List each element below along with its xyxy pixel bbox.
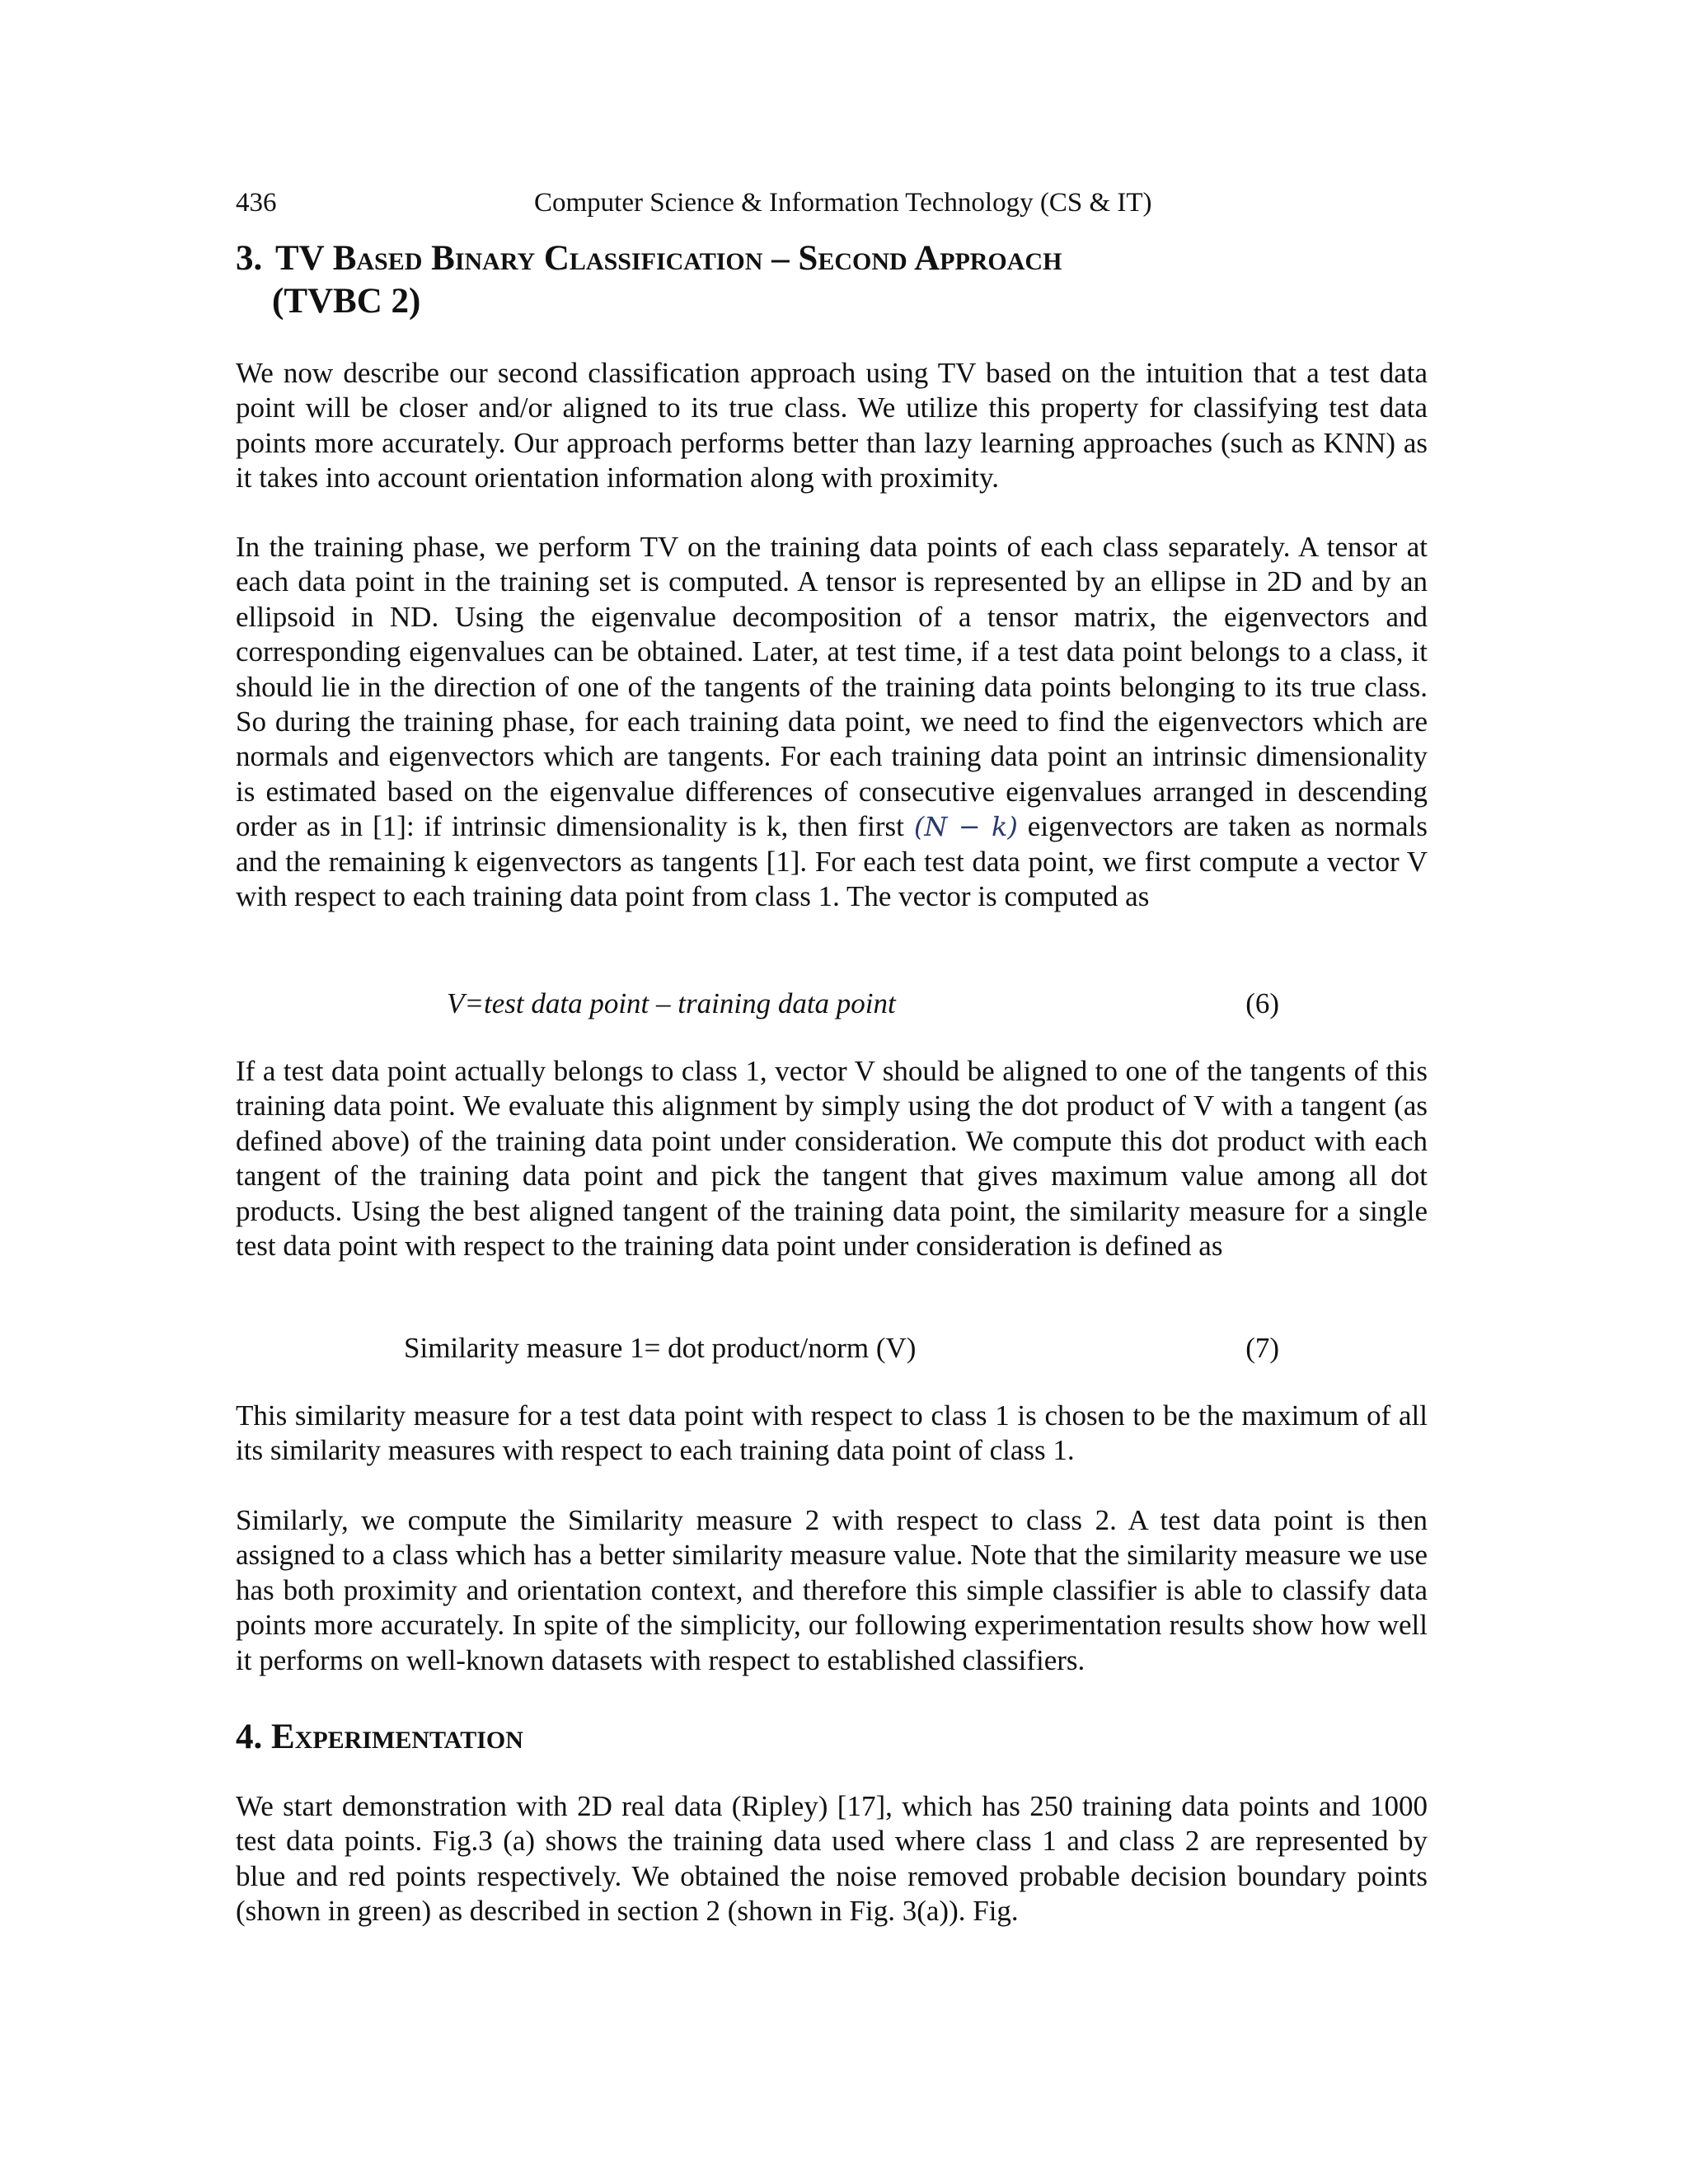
running-header bbox=[236, 185, 1428, 221]
section-3-title-line2: (TVBC 2) bbox=[272, 282, 421, 321]
equation-7-number: (7) bbox=[1245, 1332, 1279, 1364]
journal-name: Computer Science & Information Technology (CS & IT) bbox=[534, 188, 1152, 218]
section-3-title-line1: TV Based Binary Classification – Second Approach bbox=[275, 239, 1062, 278]
paragraph-similarity-class1: This similarity measure for a test data point with respect to class 1 is chosen to be the maximum of all its similarity measures with respect to each training data point of class 1. bbox=[236, 1399, 1428, 1467]
section-4-number: 4. bbox=[236, 1718, 263, 1756]
section-4-heading bbox=[236, 1716, 1390, 1759]
section-4-title: Experimentation bbox=[271, 1718, 523, 1756]
paragraph-training-phase bbox=[236, 530, 1428, 914]
equation-6-expression: V=test data point – training data point bbox=[447, 987, 896, 1019]
page-number: 436 bbox=[236, 188, 277, 218]
paragraph-similarity-class2: Similarly, we compute the Similarity measure 2 with respect to class 2. A test data point is then assigned to a class which has a better similarity measure value. Note that the similarity measure we use has both proximity and orientation context, and therefore this simple classifier is able to classify data points more accurately. In spite of the simplicity, our following experimentation results show how well it performs on well-known datasets with respect to established classifiers. bbox=[236, 1504, 1428, 1676]
equation-6-number: (6) bbox=[1245, 987, 1279, 1019]
paragraph-training-phase-text-a: In the training phase, we perform TV on the training data points of each class separately. A tensor at each data point in the training set is computed. A tensor is represented by an ellipse in 2D and by an ellipsoid in ND. Using the eigenvalue decomposition of a tensor matrix, the eigenvectors and corresponding eigenvalues can be obtained. Later, at test time, if a test data point belongs to a class, it should lie in the direction of one of the tangents of the training data points belonging to its true class. So during the training phase, for each training data point, we need to find the eigenvectors which are normals and eigenvectors which are tangents. For each training data point an intrinsic dimensionality is estimated based on the eigenvalue differences of consecutive eigenvalues arranged in descending order as in [1]: if intrinsic dimensionality is k, then first bbox=[236, 531, 1428, 843]
section-3-heading bbox=[236, 237, 1390, 323]
paragraph-training-phase-text-b: eigenvectors are taken as normals and the remaining k eigenvectors as tangents [1]. For each test data point, we first compute a vector V with respect to each training data point from class 1. The vector is computed as bbox=[236, 810, 1428, 913]
inline-math-n-minus-k: (N − k) bbox=[913, 811, 1018, 843]
section-3-number: 3. bbox=[236, 239, 263, 278]
paragraph-intro: We now describe our second classification approach using TV based on the intuition that a test data point will be closer and/or aligned to its true class. We utilize this property for classifying test data points more accurately. Our approach performs better than lazy learning approaches (such as KNN) as it takes into account orientation information along with proximity. bbox=[236, 357, 1428, 494]
equation-6 bbox=[236, 986, 1428, 1022]
paragraph-experimentation: We start demonstration with 2D real data (Ripley) [17], which has 250 training data points and 1000 test data points. Fig.3 (a) shows the training data used where class 1 and class 2 are represented by blue and red points respectively. We obtained the noise removed probable decision boundary points (shown in green) as described in section 2 (shown in Fig. 3(a)). Fig. bbox=[236, 1790, 1428, 1928]
equation-7-expression: Similarity measure 1= dot product/norm (V) bbox=[404, 1332, 917, 1364]
paragraph-alignment: If a test data point actually belongs to class 1, vector V should be aligned to one of the tangents of this training data point. We evaluate this alignment by simply using the dot product of V with a tangent (as defined above) of the training data point under consideration. We compute this dot product with each tangent of the training data point and pick the tangent that gives maximum value among all dot products. Using the best aligned tangent of the training data point, the similarity measure for a single test data point with respect to the training data point under consideration is defined as bbox=[236, 1055, 1428, 1263]
equation-7 bbox=[236, 1330, 1428, 1366]
